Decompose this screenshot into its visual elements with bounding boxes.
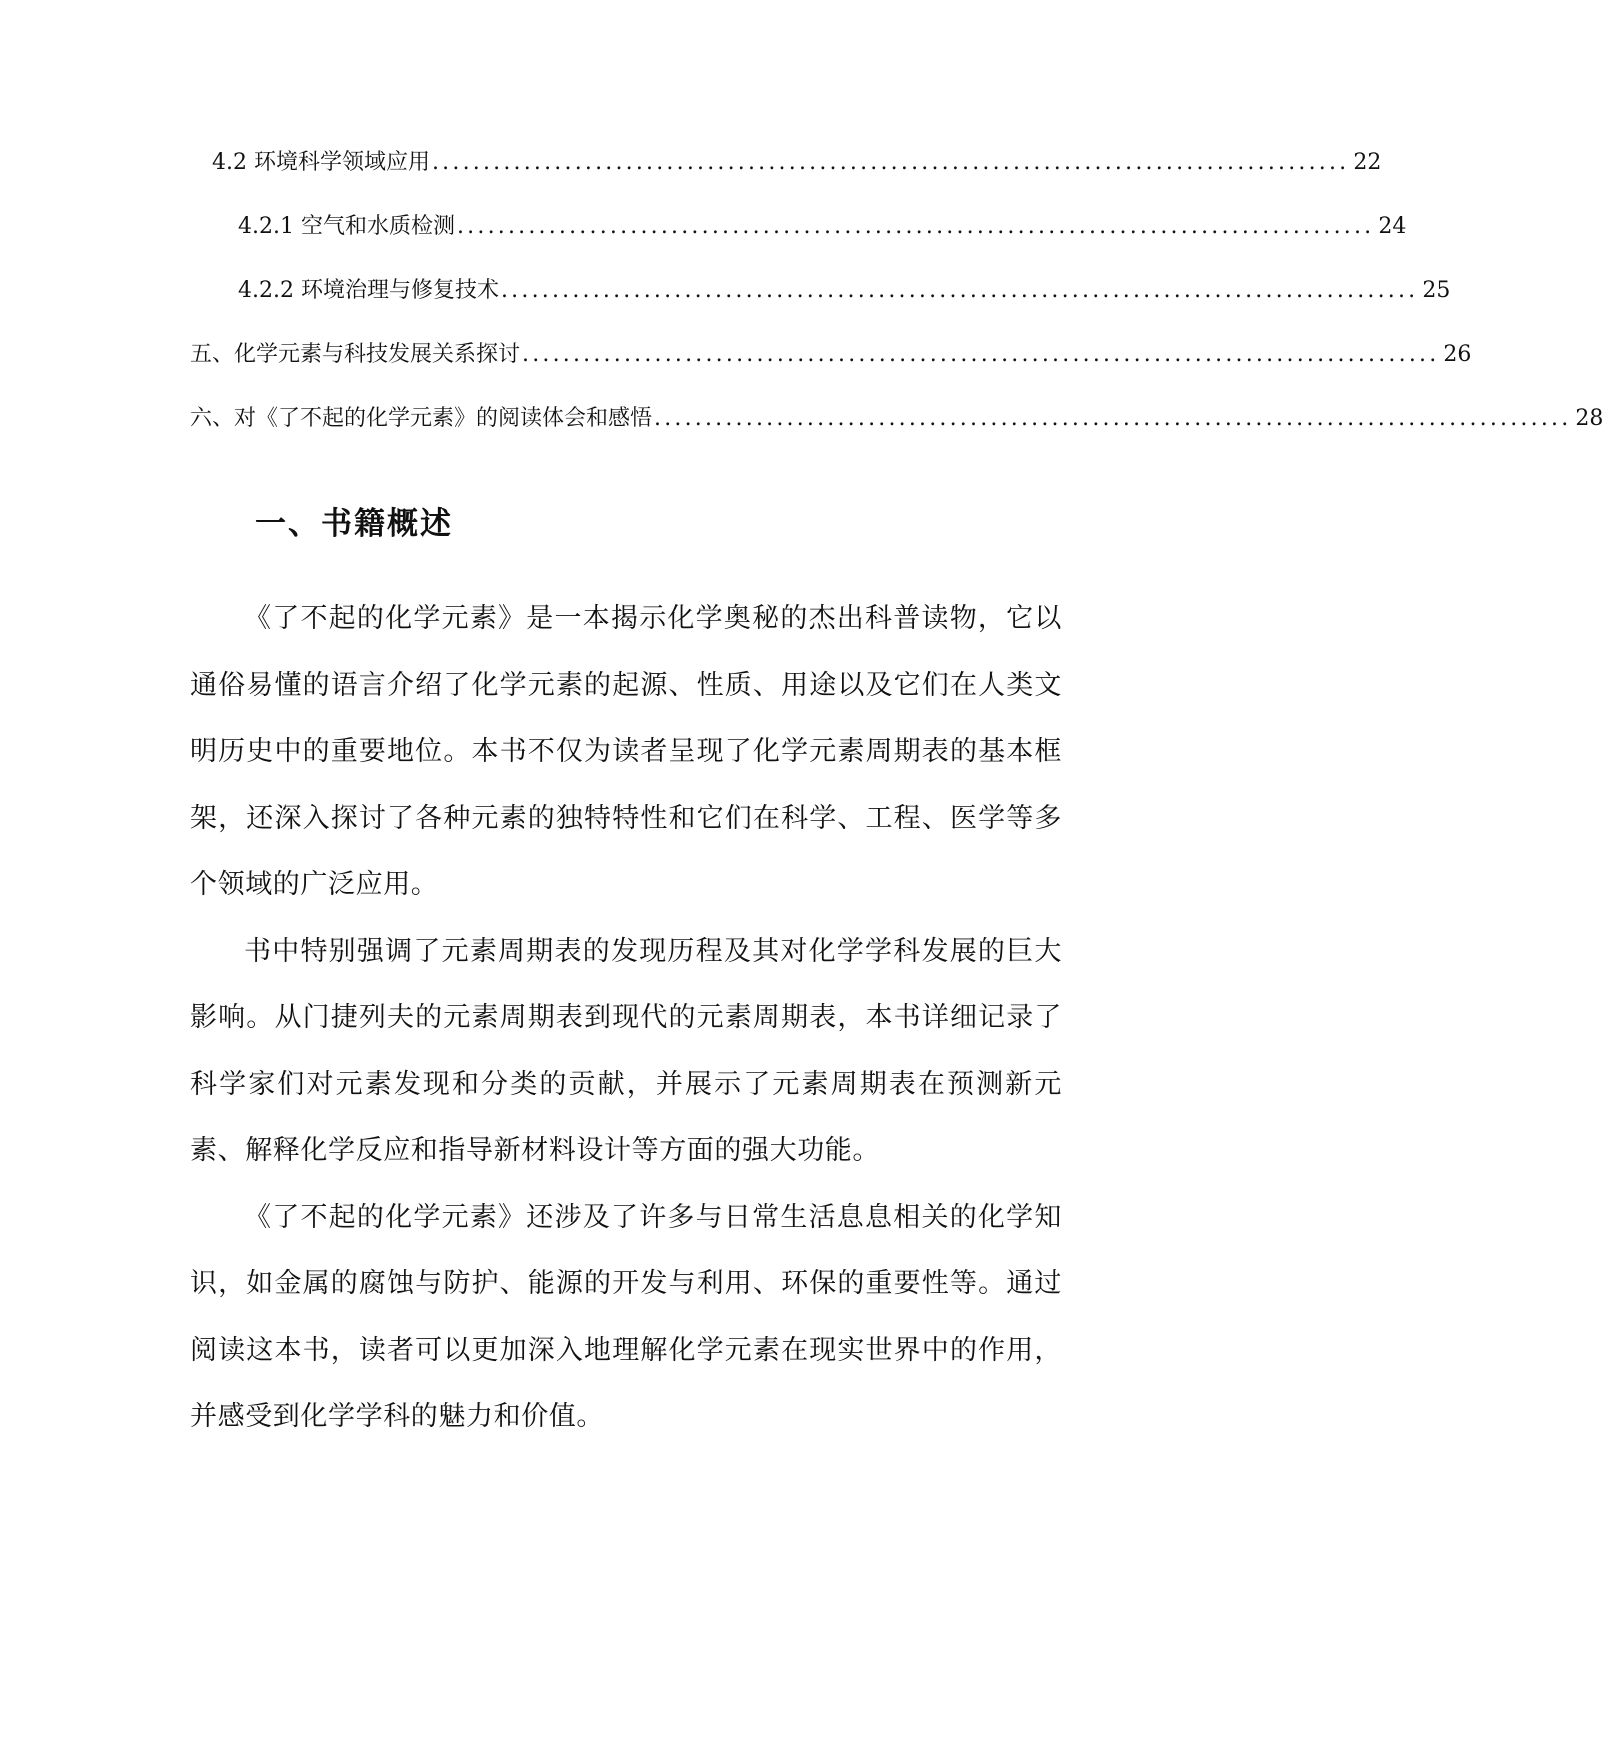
toc-entry[interactable] xyxy=(238,273,1451,307)
toc-dot-leader: .......................................................................................... xyxy=(500,278,1419,303)
toc-entry-page: 24 xyxy=(1378,214,1407,239)
toc-dot-leader: .......................................................................................... xyxy=(654,406,1572,431)
toc-entry-page: 25 xyxy=(1422,278,1451,303)
toc-entry-label: 4.2.2 环境治理与修复技术 xyxy=(238,278,499,303)
toc-entry[interactable] xyxy=(190,337,1472,371)
section-body xyxy=(190,586,1062,1451)
toc-entry-page: 22 xyxy=(1353,150,1382,175)
toc-dot-leader: .......................................................................................... xyxy=(456,214,1375,239)
toc-entry-label: 4.2 环境科学领域应用 xyxy=(212,150,430,175)
toc-entry-page: 28 xyxy=(1575,406,1603,431)
toc-entry-label: 五、化学元素与科技发展关系探讨 xyxy=(190,342,521,367)
toc-entry-page: 26 xyxy=(1443,342,1472,367)
body-paragraph: 《了不起的化学元素》还涉及了许多与日常生活息息相关的化学知识，如金属的腐蚀与防护、能源的开发与利用、环保的重要性等。通过阅读这本书，读者可以更加深入地理解化学元素在现实世界中的作用，并感受到化学学科的魅力和价值。 xyxy=(190,1201,1062,1432)
toc-dot-leader: .......................................................................................... xyxy=(431,150,1350,175)
body-paragraph: 《了不起的化学元素》是一本揭示化学奥秘的杰出科普读物，它以通俗易懂的语言介绍了化学元素的起源、性质、用途以及它们在人类文明历史中的重要地位。本书不仅为读者呈现了化学元素周期表的基本框架，还深入探讨了各种元素的独特特性和它们在科学、工程、医学等多个领域的广泛应用。 xyxy=(190,603,1062,900)
toc-entry[interactable] xyxy=(212,145,1382,179)
toc-entry[interactable] xyxy=(190,401,1603,435)
toc-dot-leader: .......................................................................................... xyxy=(522,342,1440,367)
toc-entry[interactable] xyxy=(238,209,1407,243)
toc-entry-label: 4.2.1 空气和水质检测 xyxy=(238,214,455,239)
toc-entry-label: 六、对《了不起的化学元素》的阅读体会和感悟 xyxy=(190,406,653,431)
body-paragraph: 书中特别强调了元素周期表的发现历程及其对化学学科发展的巨大影响。从门捷列夫的元素周期表到现代的元素周期表，本书详细记录了科学家们对元素发现和分类的贡献，并展示了元素周期表在预测新元素、解释化学反应和指导新材料设计等方面的强大功能。 xyxy=(190,935,1062,1166)
section-heading: 一、书籍概述 xyxy=(255,506,453,542)
